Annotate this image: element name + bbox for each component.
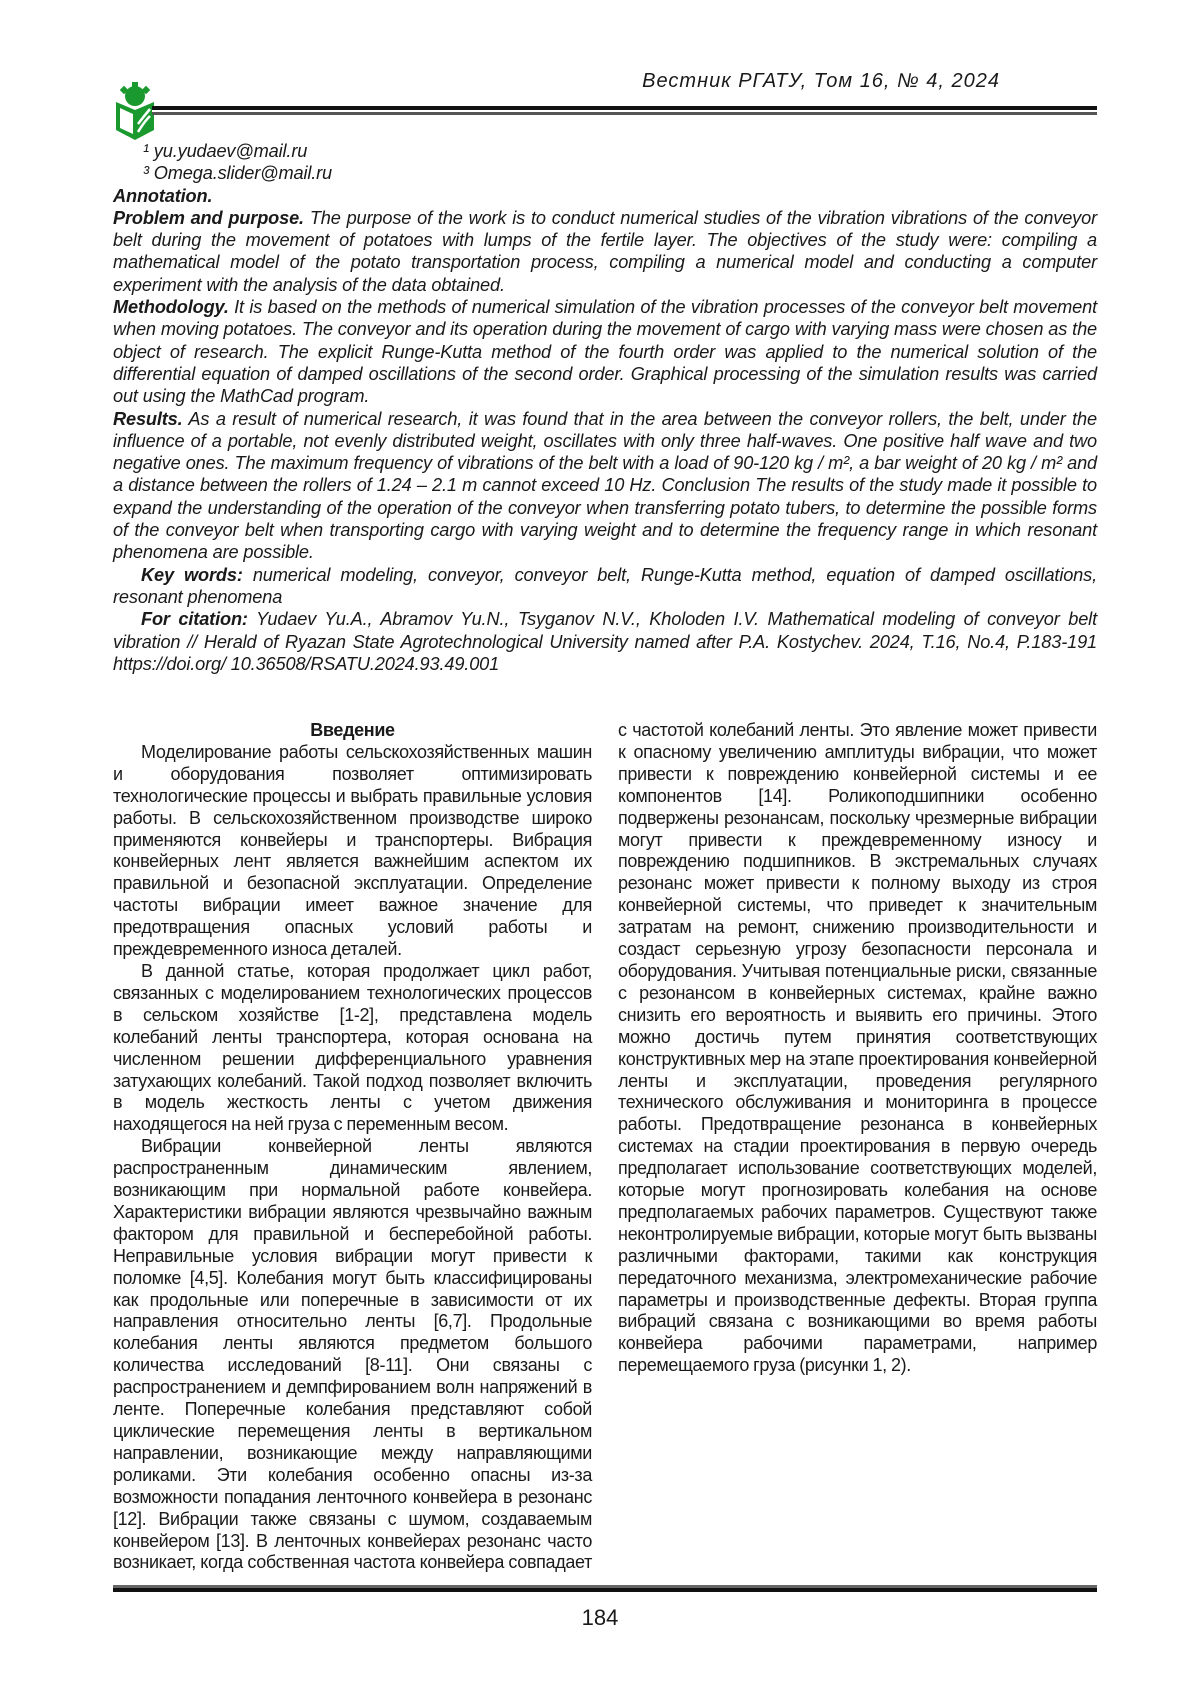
citation-text: Yudaev Yu.A., Abramov Yu.N., Tsyganov N.V., Kholoden I.V. Mathematical modeling of conveyor belt vibration // Herald of Ryazan State Agrotechnological University named after P.A. Kostychev. 2024, T.16, No.4, P.183-191 https://doi.org/ 10.36508/RSATU.2024.93.49.001 bbox=[113, 609, 1097, 674]
abstract-methodology bbox=[113, 296, 1097, 407]
abstract-keywords bbox=[113, 564, 1097, 609]
body-paragraph: Моделирование работы сельскохозяйственных машин и оборудования позволяет оптимизировать технологические процессы и выбрать правильные условия работы. В сельскохозяйственном производстве широко применяются конвейеры и транспортеры. Вибрация конвейерных лент является важнейшим аспектом их правильной и безопасной эксплуатации. Определение частоты вибрации имеет важное значение для предотвращения опасных условий работы и преждевременного износа деталей. bbox=[113, 742, 592, 961]
results-text: As a result of numerical research, it was found that in the area between the conveyor rollers, the belt, under the influence of a portable, not evenly distributed weight, oscillates with only three half-waves. One positive half wave and two negative ones. The maximum frequency of vibrations of the belt with a load of 90-120 kg / m², a bar weight of 20 kg / m² and a distance between the rollers of 1.24 – 2.1 m cannot exceed 10 Hz. Conclusion The results of the study made it possible to expand the understanding of the operation of the conveyor when transferring potato tubers, to determine the possible forms of the conveyor belt when transporting cargo with varying weight and to determine the frequency range in which resonant phenomena are possible. bbox=[113, 409, 1097, 563]
annotation-title: Annotation. bbox=[113, 186, 212, 206]
results-label: Results. bbox=[113, 409, 183, 429]
abstract bbox=[113, 140, 1097, 675]
article-body bbox=[113, 720, 1097, 1580]
header-rule bbox=[152, 106, 1097, 112]
methodology-label: Methodology. bbox=[113, 297, 229, 317]
abstract-results bbox=[113, 408, 1097, 564]
body-paragraph: В данной статье, которая продолжает цикл работ, связанных с моделированием технологических процессов в сельском хозяйстве [1-2], представлена модель колебаний ленты транспортера, которая основана на численном решении дифференциального уравнения затухающих колебаний. Такой подход позволяет включить в модель жесткость ленты с учетом движения находящегося на ней груза с переменным весом. bbox=[113, 961, 592, 1136]
abstract-problem bbox=[113, 207, 1097, 296]
problem-text: The purpose of the work is to conduct numerical studies of the vibration vibrations of the conveyor belt during the movement of potatoes with lumps of the fertile layer. The objectives of the study were: compiling a mathematical model of the potato transportation process, compiling a numerical model and conducting a computer experiment with the analysis of the data obtained. bbox=[113, 208, 1097, 295]
journal-header: Вестник РГАТУ, Том 16, № 4, 2024 bbox=[642, 70, 1000, 93]
journal-logo-icon bbox=[112, 82, 158, 142]
footer-rule bbox=[113, 1588, 1097, 1592]
methodology-text: It is based on the methods of numerical simulation of the vibration processes of the conveyor belt movement when moving potatoes. The conveyor and its operation during the movement of cargo with varying mass were chosen as the object of research. The explicit Runge-Kutta method of the fourth order was applied to the numerical solution of the differential equation of damped oscillations of the second order. Graphical processing of the simulation results was carried out using the MathCad program. bbox=[113, 297, 1097, 406]
keywords-text: numerical modeling, conveyor, conveyor belt, Runge-Kutta method, equation of damped oscillations, resonant phenomena bbox=[113, 565, 1097, 607]
keywords-label: Key words: bbox=[141, 565, 243, 585]
page-number: 184 bbox=[0, 1605, 1200, 1631]
body-paragraph: Вибрации конвейерной ленты являются распространенным динамическим явлением, возникающим при нормальной работе конвейера. Характеристики вибрации являются чрезвычайно важным фактором для правильной и бесперебойной работы. Неправильные условия вибрации могут привести к поломке [4,5]. Колебания могут быть классифицированы как продольные или поперечные в зависимости от их направления относительно ленты [6,7]. Продольные колебания ленты являются предметом большого количества исследований [8-11]. Они связаны с распространением и демпфированием волн напряжений в ленте. Поперечные колебания представляют собой циклические перемещения ленты в вертикальном направлении, возникающие между направляющими роликами. Эти колебания особенно опасны из-за возможности попадания ленточного конвейера в резонанс [12]. Вибрации также связаны с шумом, создаваемым конвейером [13]. В ленточных конвейерах резонанс часто возникает, когда собственная частота конвейера совпадает с частотой колебаний ленты. Это явление может привести к опасному увеличению амплитуды вибрации, что может привести к повреждению конвейерной системы и ее компонентов [14]. Роликоподшипники особенно подвержены резонансам, поскольку чрезмерные вибрации могут привести к преждевременному износу и повреждению подшипников. В экстремальных случаях резонанс может привести к полному выходу из строя конвейерной системы, что приведет к значительным затратам на ремонт, снижению производительности и создаст серьезную угрозу безопасности персонала и оборудования. Учитывая потенциальные риски, связанные с резонансом в конвейерных системах, крайне важно снизить его вероятность и выявить его причины. Этого можно достичь путем принятия соответствующих конструктивных мер на этапе проектирования конвейерной ленты и эксплуатации, проведения регулярного технического обслуживания и мониторинга в процессе работы. Предотвращение резонанса в конвейерных системах на стадии проектирования в первую очередь предполагает использование соответствующих моделей, которые могут прогнозировать колебания на основе предполагаемых рабочих параметров. Существуют также неконтролируемые вибрации, которые могут быть вызваны различными факторами, такими как конструкция передаточного механизма, электромеханические рабочие параметры и производственные дефекты. Вторая группа вибраций связана с возникающими во время работы конвейера рабочими параметрами, например перемещаемого груза (рисунки 1, 2). bbox=[113, 720, 1097, 1580]
section-heading: Введение bbox=[113, 720, 592, 742]
citation-label: For citation: bbox=[141, 609, 248, 629]
author-email: ³ Omega.slider@mail.ru bbox=[113, 162, 1097, 184]
abstract-citation bbox=[113, 608, 1097, 675]
author-email: ¹ yu.yudaev@mail.ru bbox=[113, 140, 1097, 162]
problem-label: Problem and purpose. bbox=[113, 208, 304, 228]
